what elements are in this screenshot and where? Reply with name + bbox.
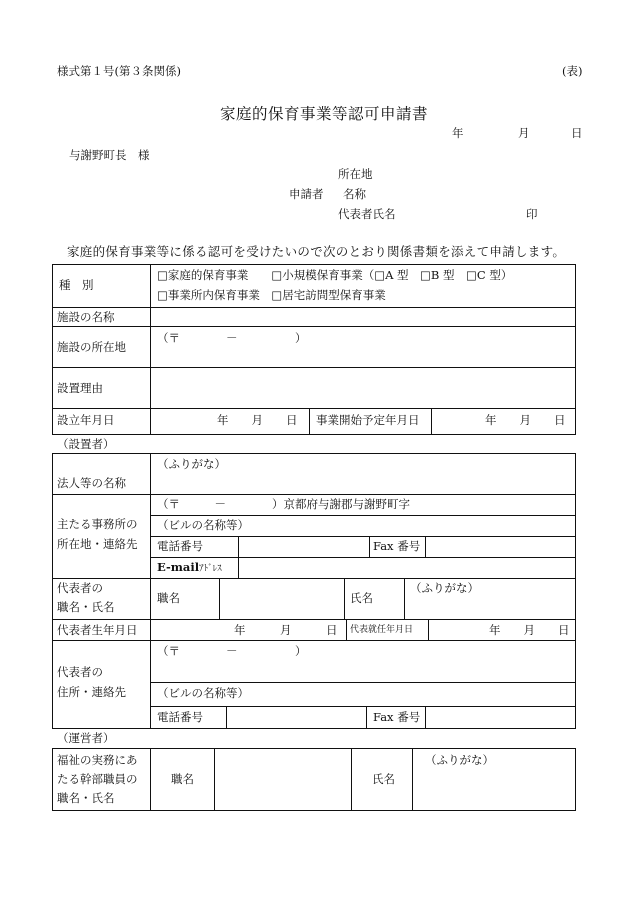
applicant-name-label: 名称 <box>343 187 366 201</box>
date-day: 日 <box>571 126 583 140</box>
facility-name-field[interactable] <box>151 308 575 326</box>
facility-zip[interactable]: （〒 － ） <box>157 331 307 345</box>
date-year: 年 <box>452 126 464 140</box>
rep-furigana[interactable]: （ふりがな） <box>410 581 479 595</box>
type-options-line2[interactable]: □事業所内保育事業 □居宅訪問型保育事業 <box>157 288 386 302</box>
rep-building[interactable]: （ビルの名称等） <box>157 686 249 700</box>
operator-furigana[interactable]: （ふりがな） <box>425 753 494 767</box>
rep-birth-date[interactable]: 年 月 日 <box>234 623 338 637</box>
office-email-label <box>157 562 222 574</box>
office-fax-label: Fax 番号 <box>373 539 421 553</box>
rep-fax-label: Fax 番号 <box>373 710 421 724</box>
rep-start-label: 代表就任年月日 <box>350 625 414 635</box>
facility-address-label: 施設の所在地 <box>57 340 126 354</box>
email-main-label: E-mail <box>157 560 200 574</box>
email-sub-label: ｱﾄﾞﾚｽ <box>199 564 222 574</box>
rep-tel-label: 電話番号 <box>157 710 203 724</box>
office-label-line1: 主たる事務所の <box>57 517 138 531</box>
office-tel-label: 電話番号 <box>157 539 203 553</box>
rep-name-label: 氏名 <box>350 591 373 605</box>
rep-start-date[interactable]: 年 月 日 <box>489 623 570 637</box>
type-label: 種 別 <box>59 278 94 292</box>
office-label-line2: 所在地・連絡先 <box>57 537 138 551</box>
operator-section-label: （運営者） <box>57 731 115 745</box>
applicant-rep-label: 代表者氏名 <box>338 207 396 221</box>
rep-address-label-line2: 住所・連絡先 <box>57 685 126 699</box>
office-building[interactable]: （ビルの名称等） <box>157 518 249 532</box>
founder-section-label: （設置者） <box>57 437 115 451</box>
form-side-label: (表) <box>562 64 583 78</box>
applicant-address-label: 所在地 <box>338 167 373 181</box>
rep-label-line1: 代表者の <box>57 581 103 595</box>
start-date[interactable]: 年 月 日 <box>485 413 566 427</box>
type-options-line1[interactable]: □家庭的保育事業 □小規模保育事業（□A 型 □B 型 □C 型） <box>157 268 513 282</box>
corp-furigana[interactable]: （ふりがな） <box>157 457 226 471</box>
rep-zip[interactable]: （〒 － ） <box>157 644 307 658</box>
intro-text: 家庭的保育事業等に係る認可を受けたいので次のとおり関係書類を添えて申請します。 <box>67 244 566 259</box>
office-zip-address[interactable]: （〒 － ）京都府与謝郡与謝野町字 <box>157 497 410 511</box>
rep-birth-label: 代表者生年月日 <box>57 623 138 637</box>
addressee: 与謝野町長 様 <box>69 148 150 162</box>
facility-name-label: 施設の名称 <box>57 310 115 324</box>
founder-table <box>52 453 576 729</box>
form-number: 様式第１号(第３条関係) <box>57 64 181 78</box>
operator-name-label: 氏名 <box>372 772 395 786</box>
operator-label-line2: たる幹部職員の <box>57 772 138 786</box>
reason-label: 設置理由 <box>57 381 103 395</box>
founded-date[interactable]: 年 月 日 <box>217 413 298 427</box>
rep-position-label: 職名 <box>157 591 180 605</box>
start-date-label: 事業開始予定年月日 <box>316 413 420 427</box>
rep-address-label-line1: 代表者の <box>57 665 103 679</box>
reason-field[interactable] <box>151 368 575 408</box>
corp-name-label: 法人等の名称 <box>57 476 126 490</box>
applicant-label: 申請者 <box>289 187 324 201</box>
founded-label: 設立年月日 <box>57 413 115 427</box>
document-title: 家庭的保育事業等認可申請書 <box>220 105 429 123</box>
date-month: 月 <box>518 126 530 140</box>
facility-table <box>52 264 576 435</box>
seal-mark: 印 <box>526 207 538 221</box>
operator-position-label: 職名 <box>171 772 194 786</box>
rep-label-line2: 職名・氏名 <box>57 600 115 614</box>
operator-label-line3: 職名・氏名 <box>57 791 115 805</box>
operator-label-line1: 福祉の実務にあ <box>57 753 138 767</box>
operator-table <box>52 748 576 811</box>
